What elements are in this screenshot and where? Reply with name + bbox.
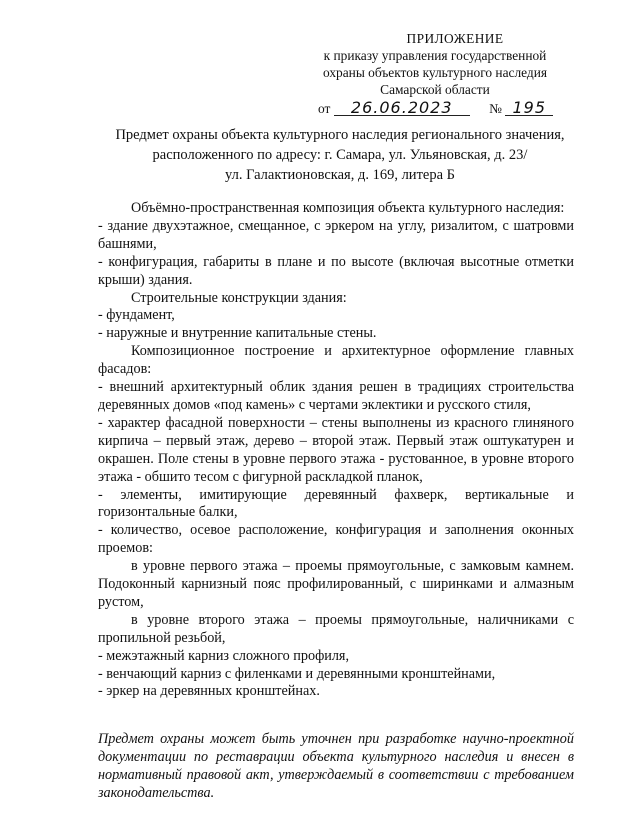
list-item: в уровне первого этажа – проемы прямоугольные, с замковым камнем. Подоконный карнизный пояс профилированный, с ширинками и алмазным рустом, [98, 558, 574, 610]
list-item: в уровне второго этажа – проемы прямоугольные, наличниками с пропильной резьбой, [98, 611, 574, 646]
document-body [98, 200, 574, 701]
subject-line-3: ул. Галактионовская, д. 169, литера Б [225, 167, 455, 183]
order-reference-line-1: к приказу управления государственной [323, 48, 547, 63]
list-item: - эркер на деревянных кронштейнах. [98, 683, 320, 700]
list-item: - фундамент, [98, 307, 175, 324]
appendix-header [300, 30, 570, 117]
order-date-number-line [300, 100, 570, 117]
list-item: - элементы, имитирующие деревянный фахверк, вертикальные и горизонтальные балки, [98, 486, 574, 521]
section-heading-facades: Композиционное построение и архитектурное оформление главных фасадов: [98, 343, 574, 378]
appendix-title: ПРИЛОЖЕНИЕ [406, 31, 504, 46]
handwritten-date: 26.06.2023 [334, 101, 470, 116]
list-item: - здание двухэтажное, смещанное, с эркером на углу, ризалитом, с шатровми башнями, [98, 217, 574, 252]
date-label: от [318, 101, 331, 116]
number-label: № [489, 101, 502, 116]
section-heading-volume: Объёмно-пространственная композиция объекта культурного наследия: [131, 200, 565, 216]
subject-line-1: Предмет охраны объекта культурного наследия регионального значения, [115, 127, 565, 143]
section-heading-structures: Строительные конструкции здания: [131, 289, 347, 306]
list-item: - количество, осевое расположение, конфигурация и заполнения оконных проемов: [98, 522, 574, 557]
list-item: - наружные и внутренние капитальные стены. [98, 325, 377, 342]
list-item: - внешний архитектурный облик здания решен в традициях строительства деревянных домов «под камень» с чертами эклектики и русского стиля, [98, 379, 574, 413]
order-reference-line-2: охраны объектов культурного наследия [322, 65, 548, 80]
subject-line-2: расположенного по адресу: г. Самара, ул. Ульяновская, д. 23/ [152, 147, 528, 163]
document-subject [105, 125, 575, 185]
list-item: - конфигурация, габариты в плане и по высоте (включая высотные отметки крыши) здания. [98, 253, 574, 288]
order-reference-line-3: Самарской области [380, 82, 490, 97]
footer-note: Предмет охраны может быть уточнен при разработке научно-проектной документации по реставрации объекта культурного наследия и внесен в нормативный правовой акт, утверждаемый в соответствии с требованием законодательства. [98, 731, 574, 802]
handwritten-number: 195 [505, 101, 553, 116]
list-item: - венчающий карниз с филенками и деревянными кронштейнами, [98, 665, 496, 682]
list-item: - характер фасадной поверхности – стены выполнены из красного глиняного кирпича – первый этаж, дерево – второй этаж. Первый этаж оштукатурен и окрашен. Поле стены в уровне первого этажа - рустованное, в уровне второго этажа - обшито тесом с фигурной раскладкой планок, [98, 414, 574, 485]
list-item: - межэтажный карниз сложного профиля, [98, 647, 350, 664]
